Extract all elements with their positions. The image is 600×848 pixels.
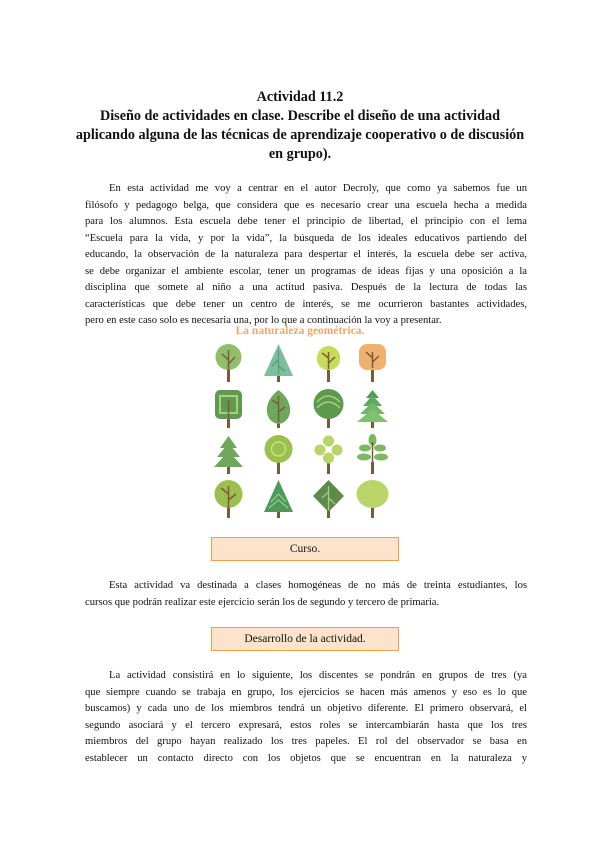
intro-line: pero en este caso solo es necesaria una, por lo que a continuación la voy a presentar. xyxy=(85,315,442,326)
trees-illustration xyxy=(205,338,395,520)
curso-line: Esta actividad va destinada a clases homogéneas de no más de treinta estudiantes, los xyxy=(109,580,527,591)
desarrollo-paragraph xyxy=(85,668,527,767)
tree-icon xyxy=(315,436,343,475)
tree-icon xyxy=(317,346,340,382)
activity-title-line-2: aplicando alguna de las técnicas de aprendizaje cooperativo o de discusión xyxy=(75,127,525,143)
desarrollo-line: buscamos) y cada uno de los miembros tendrá un objetivo diferente. El primero observará, el xyxy=(85,703,527,714)
leaf-tree-icon xyxy=(267,390,290,428)
figure-caption: La naturaleza geométrica. xyxy=(235,325,365,337)
intro-line: para los alumnos. Esta escuela debe tener el principio de libertad, el principio con el lema xyxy=(85,216,527,227)
activity-title-line-3: en grupo). xyxy=(268,146,332,162)
intro-line: educando, la observación de la naturaleza para despertar el interés, la escuela debe ser activa, xyxy=(85,249,527,260)
title-block xyxy=(60,88,540,164)
tree-icon xyxy=(215,390,242,428)
tree-icon xyxy=(357,480,389,518)
intro-line: En esta actividad me voy a centrar en el autor Decroly, que como ya sabemos fue un xyxy=(109,183,527,194)
diamond-tree-icon xyxy=(313,480,344,518)
pine-tree-icon xyxy=(214,436,243,474)
intro-line: disciplina que somete al niño a una actitud pasiva. Después de la lectura de todas las xyxy=(85,282,527,293)
activity-number: Actividad 11.2 xyxy=(256,89,344,105)
pine-tree-icon xyxy=(264,480,293,518)
tree-icon xyxy=(216,344,242,382)
pine-tree-icon xyxy=(264,344,293,382)
intro-line: características que debe tener un centro de interés, se me ocurrieron bastantes actividades, xyxy=(85,298,527,310)
intro-line: “Escuela para la vida, y por la vida”, la búsqueda de los ideales educativos partiendo del xyxy=(85,232,527,244)
intro-line: se debe organizar el ambiente escolar, tener un programas de ideas fijas y una oposición a la xyxy=(85,265,527,277)
tree-icon xyxy=(265,435,293,474)
curso-heading: Curso. xyxy=(289,543,321,555)
activity-title-line-1: Diseño de actividades en clase. Describe el diseño de una actividad xyxy=(99,108,500,124)
desarrollo-line: establecer un contacto directo con los objetos que se encuentran en la naturaleza y xyxy=(85,752,527,764)
curso-paragraph xyxy=(85,578,527,611)
desarrollo-line: miembros del grupo hayan realizado los tres papeles. El rol del observador se basa en xyxy=(85,736,527,747)
desarrollo-heading-box xyxy=(211,627,399,651)
tree-icon xyxy=(359,344,386,382)
desarrollo-line: segundo asociará y el tercero expresará, estos roles se intercambiarán hasta que los tres xyxy=(85,719,527,731)
leaf-tree-icon xyxy=(357,434,388,474)
layered-tree-icon xyxy=(357,390,388,428)
intro-line: filósofo y pedagogo belga, que considera que es necesario crear una escuela hecha a medida xyxy=(85,199,527,211)
curso-line: cursos que podrán realizar este ejercicio serán los de segundo y tercero de primaria. xyxy=(85,596,440,608)
desarrollo-heading: Desarrollo de la actividad. xyxy=(244,633,366,645)
desarrollo-line: que siempre cuando se trabaja en grupo, los ejercicios se hacen más amenos y eso es lo que xyxy=(85,686,527,698)
intro-paragraph xyxy=(85,181,527,330)
curso-heading-box xyxy=(211,537,399,561)
tree-icon xyxy=(314,389,344,428)
desarrollo-line: La actividad consistirá en lo siguiente, los discentes se pondrán en grupos de tres (ya xyxy=(109,670,527,681)
tree-icon xyxy=(215,480,243,518)
